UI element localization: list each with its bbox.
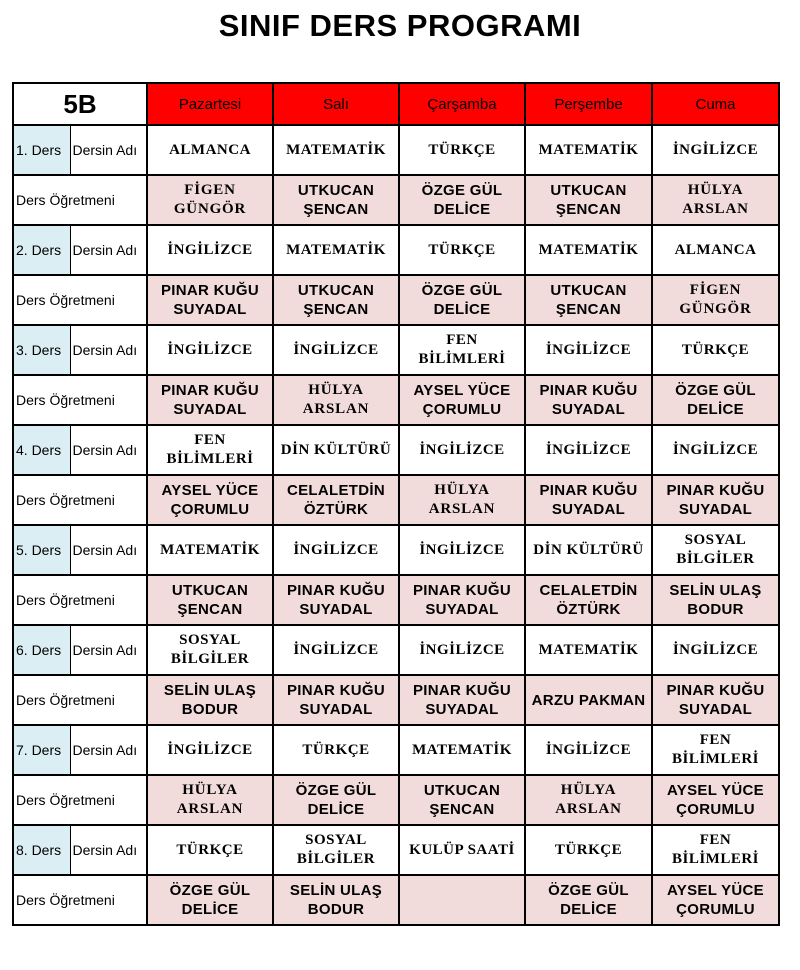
- subject-row-label: Dersin Adı: [70, 225, 147, 275]
- lesson-number: 7. Ders: [13, 725, 70, 775]
- subject-name: TÜRKÇE: [554, 841, 623, 858]
- teacher-name: SELİN ULAŞ BODUR: [669, 582, 762, 618]
- subject-name: MATEMATİK: [538, 141, 639, 158]
- teacher-cell-wednesday: [399, 875, 525, 925]
- subject-cell-tuesday: [273, 825, 399, 875]
- teacher-cell-monday: [147, 575, 273, 625]
- subject-name: ALMANCA: [169, 141, 251, 158]
- lesson-subject-row: [13, 225, 779, 275]
- teacher-name: PINAR KUĞU SUYADAL: [412, 682, 511, 718]
- teacher-name: ÖZGE GÜL DELİCE: [295, 782, 377, 818]
- subject-cell-wednesday: [399, 225, 525, 275]
- subject-cell-tuesday: [273, 125, 399, 175]
- subject-name: İNGİLİZCE: [167, 341, 253, 358]
- subject-name: İNGİLİZCE: [167, 241, 253, 258]
- subject-cell-friday: [652, 325, 779, 375]
- teacher-row-label: Ders Öğretmeni: [13, 475, 147, 525]
- subject-name: MATEMATİK: [286, 141, 386, 158]
- teacher-cell-friday: [652, 175, 779, 225]
- subject-name: TÜRKÇE: [428, 141, 496, 158]
- subject-cell-wednesday: [399, 425, 525, 475]
- teacher-cell-tuesday: [273, 375, 399, 425]
- teacher-cell-monday: [147, 875, 273, 925]
- subject-name: DİN KÜLTÜRÜ: [280, 441, 392, 458]
- subject-row-label: Dersin Adı: [70, 525, 147, 575]
- teacher-name: AYSEL YÜCE ÇORUMLU: [161, 482, 259, 518]
- teacher-cell-friday: [652, 775, 779, 825]
- teacher-cell-friday: [652, 475, 779, 525]
- subject-cell-thursday: [525, 425, 652, 475]
- subject-cell-tuesday: [273, 325, 399, 375]
- teacher-cell-thursday: [525, 575, 652, 625]
- teacher-name: AYSEL YÜCE ÇORUMLU: [667, 882, 764, 918]
- teacher-cell-monday: [147, 375, 273, 425]
- subject-name: FEN BİLİMLERİ: [418, 332, 506, 367]
- subject-cell-thursday: [525, 825, 652, 875]
- teacher-cell-tuesday: [273, 675, 399, 725]
- subject-row-label: Dersin Adı: [70, 425, 147, 475]
- subject-cell-monday: [147, 425, 273, 475]
- teacher-cell-wednesday: [399, 375, 525, 425]
- teacher-name: UTKUCAN ŞENCAN: [297, 182, 375, 218]
- teacher-row-label: Ders Öğretmeni: [13, 675, 147, 725]
- teacher-cell-monday: [147, 475, 273, 525]
- teacher-name: PINAR KUĞU SUYADAL: [286, 582, 385, 618]
- subject-cell-wednesday: [399, 525, 525, 575]
- teacher-row-label: Ders Öğretmeni: [13, 375, 147, 425]
- teacher-cell-tuesday: [273, 875, 399, 925]
- teacher-row-label: Ders Öğretmeni: [13, 175, 147, 225]
- schedule-table: [12, 82, 780, 926]
- subject-row-label: Dersin Adı: [70, 825, 147, 875]
- subject-name: İNGİLİZCE: [672, 141, 759, 158]
- subject-name: İNGİLİZCE: [545, 341, 632, 358]
- subject-cell-tuesday: [273, 725, 399, 775]
- subject-name: MATEMATİK: [286, 241, 386, 258]
- subject-cell-monday: [147, 825, 273, 875]
- teacher-cell-thursday: [525, 675, 652, 725]
- teacher-cell-tuesday: [273, 775, 399, 825]
- teacher-cell-wednesday: [399, 575, 525, 625]
- teacher-name: UTKUCAN ŞENCAN: [297, 282, 375, 318]
- teacher-cell-monday: [147, 675, 273, 725]
- lesson-subject-row: [13, 625, 779, 675]
- subject-cell-thursday: [525, 325, 652, 375]
- subject-cell-thursday: [525, 725, 652, 775]
- lesson-number: 8. Ders: [13, 825, 70, 875]
- subject-name: TÜRKÇE: [681, 341, 750, 358]
- teacher-cell-wednesday: [399, 775, 525, 825]
- teacher-cell-friday: [652, 575, 779, 625]
- teacher-name: HÜLYA ARSLAN: [682, 182, 749, 217]
- subject-name: İNGİLİZCE: [419, 441, 505, 458]
- lesson-number: 5. Ders: [13, 525, 70, 575]
- subject-name: İNGİLİZCE: [419, 541, 505, 558]
- subject-name: TÜRKÇE: [302, 741, 370, 758]
- subject-cell-tuesday: [273, 525, 399, 575]
- subject-cell-friday: [652, 425, 779, 475]
- subject-name: İNGİLİZCE: [293, 341, 379, 358]
- teacher-name: PINAR KUĞU SUYADAL: [539, 382, 638, 418]
- teacher-row-label: Ders Öğretmeni: [13, 275, 147, 325]
- teacher-name: ÖZGE GÜL DELİCE: [548, 882, 629, 918]
- day-header-wednesday: Çarşamba: [399, 83, 525, 125]
- subject-name: SOSYAL BİLGİLER: [170, 632, 250, 667]
- subject-name: İNGİLİZCE: [293, 541, 379, 558]
- lesson-teacher-row: [13, 775, 779, 825]
- teacher-name: HÜLYA ARSLAN: [302, 382, 370, 417]
- teacher-name: CELALETDİN ÖZTÜRK: [539, 582, 638, 618]
- teacher-cell-tuesday: [273, 475, 399, 525]
- teacher-name: PINAR KUĞU SUYADAL: [286, 682, 385, 718]
- teacher-cell-tuesday: [273, 175, 399, 225]
- teacher-cell-wednesday: [399, 275, 525, 325]
- subject-name: FEN BİLİMLERİ: [671, 832, 760, 867]
- subject-cell-wednesday: [399, 625, 525, 675]
- teacher-cell-monday: [147, 775, 273, 825]
- teacher-cell-friday: [652, 675, 779, 725]
- subject-row-label: Dersin Adı: [70, 625, 147, 675]
- subject-name: DİN KÜLTÜRÜ: [533, 541, 644, 558]
- teacher-name: PINAR KUĞU SUYADAL: [160, 282, 259, 318]
- teacher-name: UTKUCAN ŞENCAN: [171, 582, 249, 618]
- teacher-cell-thursday: [525, 275, 652, 325]
- teacher-name: AYSEL YÜCE ÇORUMLU: [667, 782, 764, 818]
- subject-name: TÜRKÇE: [176, 841, 244, 858]
- subject-row-label: Dersin Adı: [70, 325, 147, 375]
- teacher-name: PINAR KUĞU SUYADAL: [412, 582, 511, 618]
- teacher-cell-thursday: [525, 175, 652, 225]
- lesson-subject-row: [13, 325, 779, 375]
- subject-cell-thursday: [525, 625, 652, 675]
- lesson-number: 4. Ders: [13, 425, 70, 475]
- teacher-name: FİGEN GÜNGÖR: [679, 282, 752, 317]
- teacher-name: UTKUCAN ŞENCAN: [550, 282, 627, 318]
- subject-cell-monday: [147, 125, 273, 175]
- subject-name: TÜRKÇE: [428, 241, 496, 258]
- teacher-cell-friday: [652, 375, 779, 425]
- teacher-cell-wednesday: [399, 475, 525, 525]
- teacher-name: AYSEL YÜCE ÇORUMLU: [413, 382, 511, 418]
- header-row: [13, 83, 779, 125]
- teacher-name: UTKUCAN ŞENCAN: [550, 182, 627, 218]
- subject-name: FEN BİLİMLERİ: [671, 732, 760, 767]
- subject-cell-thursday: [525, 225, 652, 275]
- lesson-teacher-row: [13, 475, 779, 525]
- subject-name: İNGİLİZCE: [545, 741, 632, 758]
- teacher-name: PINAR KUĞU SUYADAL: [539, 482, 638, 518]
- subject-cell-wednesday: [399, 725, 525, 775]
- teacher-name: ÖZGE GÜL DELİCE: [169, 882, 251, 918]
- subject-cell-monday: [147, 525, 273, 575]
- lesson-subject-row: [13, 725, 779, 775]
- subject-cell-friday: [652, 725, 779, 775]
- lesson-subject-row: [13, 425, 779, 475]
- teacher-cell-thursday: [525, 875, 652, 925]
- subject-cell-wednesday: [399, 825, 525, 875]
- subject-cell-friday: [652, 125, 779, 175]
- teacher-name: ÖZGE GÜL DELİCE: [421, 282, 503, 318]
- subject-cell-monday: [147, 225, 273, 275]
- lesson-teacher-row: [13, 575, 779, 625]
- subject-name: MATEMATİK: [412, 741, 512, 758]
- teacher-name: PINAR KUĞU SUYADAL: [160, 382, 259, 418]
- teacher-cell-tuesday: [273, 575, 399, 625]
- teacher-cell-tuesday: [273, 275, 399, 325]
- subject-name: SOSYAL BİLGİLER: [296, 832, 376, 867]
- day-header-tuesday: Salı: [273, 83, 399, 125]
- subject-name: KULÜP SAATİ: [409, 841, 515, 858]
- lesson-subject-row: [13, 825, 779, 875]
- day-header-friday: Cuma: [652, 83, 779, 125]
- lesson-teacher-row: [13, 875, 779, 925]
- teacher-name: SELİN ULAŞ BODUR: [289, 882, 383, 918]
- lesson-teacher-row: [13, 375, 779, 425]
- subject-cell-friday: [652, 225, 779, 275]
- subject-name: ALMANCA: [674, 241, 757, 258]
- subject-row-label: Dersin Adı: [70, 725, 147, 775]
- subject-name: İNGİLİZCE: [672, 641, 759, 658]
- teacher-cell-thursday: [525, 775, 652, 825]
- teacher-name: SELİN ULAŞ BODUR: [163, 682, 257, 718]
- teacher-name: CELALETDİN ÖZTÜRK: [287, 482, 385, 518]
- class-name: 5B: [13, 83, 147, 125]
- subject-name: İNGİLİZCE: [672, 441, 759, 458]
- teacher-name: ÖZGE GÜL DELİCE: [675, 382, 756, 418]
- teacher-cell-monday: [147, 175, 273, 225]
- subject-name: MATEMATİK: [538, 641, 639, 658]
- teacher-row-label: Ders Öğretmeni: [13, 775, 147, 825]
- teacher-cell-friday: [652, 875, 779, 925]
- subject-row-label: Dersin Adı: [70, 125, 147, 175]
- subject-name: İNGİLİZCE: [545, 441, 632, 458]
- teacher-name: ARZU PAKMAN: [531, 691, 646, 709]
- lesson-teacher-row: [13, 175, 779, 225]
- teacher-name: ÖZGE GÜL DELİCE: [421, 182, 503, 218]
- lesson-teacher-row: [13, 675, 779, 725]
- lesson-number: 6. Ders: [13, 625, 70, 675]
- teacher-cell-wednesday: [399, 675, 525, 725]
- subject-name: İNGİLİZCE: [419, 641, 505, 658]
- teacher-name: HÜLYA ARSLAN: [176, 782, 244, 817]
- teacher-row-label: Ders Öğretmeni: [13, 875, 147, 925]
- subject-cell-tuesday: [273, 625, 399, 675]
- teacher-cell-monday: [147, 275, 273, 325]
- subject-cell-friday: [652, 625, 779, 675]
- teacher-cell-friday: [652, 275, 779, 325]
- teacher-name: PINAR KUĞU SUYADAL: [666, 682, 765, 718]
- subject-name: MATEMATİK: [538, 241, 639, 258]
- subject-cell-wednesday: [399, 325, 525, 375]
- subject-cell-monday: [147, 625, 273, 675]
- subject-cell-tuesday: [273, 425, 399, 475]
- lesson-number: 3. Ders: [13, 325, 70, 375]
- page-title: SINIF DERS PROGRAMI: [218, 8, 582, 43]
- teacher-name: HÜLYA ARSLAN: [555, 782, 622, 817]
- teacher-name: UTKUCAN ŞENCAN: [423, 782, 501, 818]
- day-header-monday: Pazartesi: [147, 83, 273, 125]
- lesson-subject-row: [13, 125, 779, 175]
- subject-cell-thursday: [525, 125, 652, 175]
- subject-cell-thursday: [525, 525, 652, 575]
- subject-cell-monday: [147, 725, 273, 775]
- teacher-row-label: Ders Öğretmeni: [13, 575, 147, 625]
- lesson-number: 2. Ders: [13, 225, 70, 275]
- subject-cell-monday: [147, 325, 273, 375]
- day-header-thursday: Perşembe: [525, 83, 652, 125]
- subject-name: İNGİLİZCE: [293, 641, 379, 658]
- subject-name: SOSYAL BİLGİLER: [676, 532, 755, 567]
- teacher-name: HÜLYA ARSLAN: [428, 482, 496, 517]
- subject-name: FEN BİLİMLERİ: [166, 432, 254, 467]
- subject-cell-friday: [652, 825, 779, 875]
- teacher-name: PINAR KUĞU SUYADAL: [666, 482, 765, 518]
- subject-cell-wednesday: [399, 125, 525, 175]
- teacher-cell-thursday: [525, 375, 652, 425]
- lesson-teacher-row: [13, 275, 779, 325]
- subject-name: İNGİLİZCE: [167, 741, 253, 758]
- subject-name: MATEMATİK: [160, 541, 260, 558]
- subject-cell-friday: [652, 525, 779, 575]
- lesson-subject-row: [13, 525, 779, 575]
- teacher-name: FİGEN GÜNGÖR: [173, 182, 247, 217]
- teacher-cell-wednesday: [399, 175, 525, 225]
- teacher-cell-thursday: [525, 475, 652, 525]
- subject-cell-tuesday: [273, 225, 399, 275]
- lesson-number: 1. Ders: [13, 125, 70, 175]
